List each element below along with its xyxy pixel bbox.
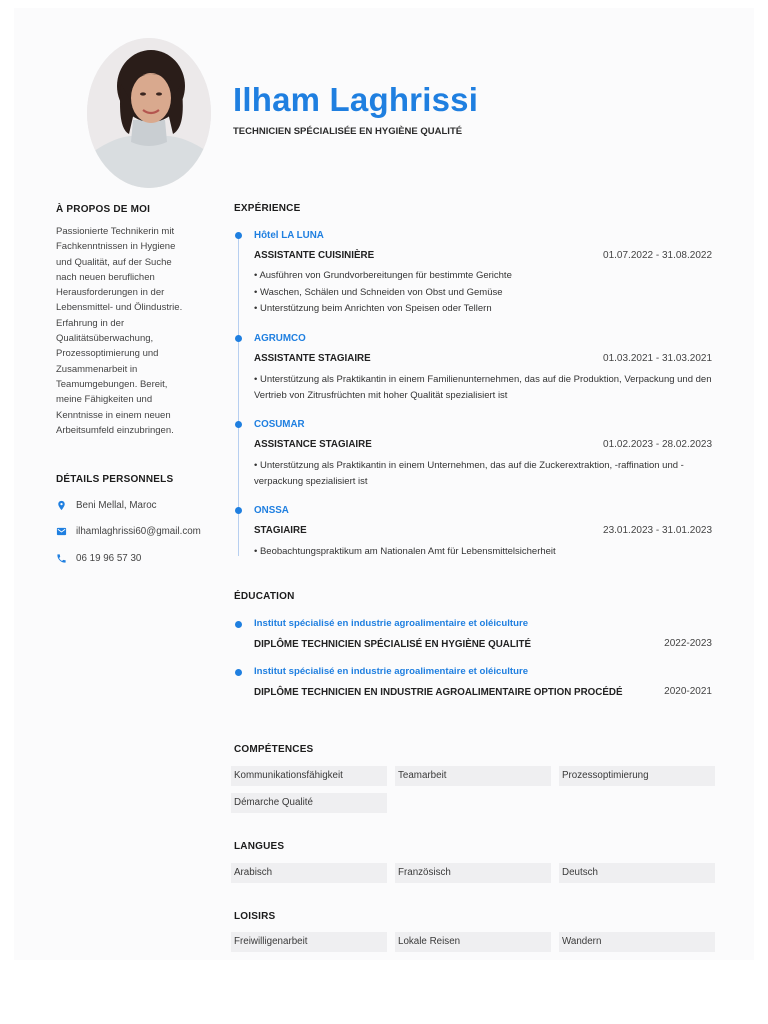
skills-heading: COMPÉTENCES [234, 744, 314, 755]
about-text [56, 224, 226, 438]
hobby-tag: Wandern [559, 932, 715, 952]
about-line: und Qualität, auf der Suche [56, 256, 172, 268]
timeline-dot [235, 621, 242, 628]
phone-text[interactable]: 06 19 96 57 30 [76, 553, 142, 564]
hobby-tag: Lokale Reisen [395, 932, 551, 952]
skill-tag: Teamarbeit [395, 766, 551, 786]
about-line: Qualitätsüberwachung, [56, 333, 154, 345]
timeline-dot [235, 421, 242, 428]
experience-role: ASSISTANCE STAGIAIRE [254, 439, 372, 450]
education-degree: DIPLÔME TECHNICIEN EN INDUSTRIE AGROALIMENTAIRE OPTION PROCÉDÉ [254, 687, 623, 698]
experience-role: STAGIAIRE [254, 525, 307, 536]
education-heading: ÉDUCATION [234, 591, 295, 602]
experience-bullet: • Waschen, Schälen und Schneiden von Obst und Gemüse [254, 287, 503, 298]
about-line: Passionierte Technikerin mit [56, 226, 175, 237]
experience-role: ASSISTANTE STAGIAIRE [254, 353, 371, 364]
language-tag: Französisch [395, 863, 551, 883]
experience-bullet: • Beobachtungspraktikum am Nationalen Amt für Lebensmittelsicherheit [254, 546, 556, 557]
about-line: meine Fähigkeiten und [56, 394, 153, 406]
timeline-dot [235, 335, 242, 342]
phone-detail[interactable] [56, 553, 141, 564]
education-degree: DIPLÔME TECHNICIEN SPÉCIALISÉ EN HYGIÈNE QUALITÉ [254, 639, 532, 650]
experience-company: COSUMAR [254, 419, 305, 430]
languages-heading: LANGUES [234, 841, 285, 852]
about-line: Kenntnisse in einem neuen [56, 409, 171, 421]
about-line: Zusammenarbeit in [56, 363, 138, 375]
phone-icon [56, 553, 67, 564]
about-line: Prozessoptimierung und [56, 348, 159, 360]
language-tag: Arabisch [231, 863, 387, 883]
timeline-dot [235, 669, 242, 676]
email-icon [56, 526, 67, 537]
about-heading: À PROPOS DE MOI [56, 204, 151, 215]
about-line: Erfahrung in der [56, 317, 125, 329]
skill-tag: Kommunikationsfähigkeit [231, 766, 387, 786]
skill-tag: Démarche Qualité [231, 793, 387, 813]
about-line: Lebensmittel- und Ölindustrie. [56, 302, 183, 314]
email-detail[interactable] [56, 526, 201, 537]
about-line: nach neuen beruflichen [56, 271, 155, 283]
experience-bullet: • Unterstützung als Praktikantin in einem Familienunternehmen, das auf die Produktion, Verpackung und den Vertrieb von Zitrusfrüchten mit hoher Qualität spezialisiert ist [254, 374, 712, 401]
location-text: Beni Mellal, Maroc [76, 500, 157, 511]
experience-company: ONSSA [254, 505, 289, 516]
experience-bullet: • Ausführen von Grundvorbereitungen für bestimmte Gerichte [254, 270, 512, 281]
details-heading: DÉTAILS PERSONNELS [56, 474, 174, 485]
experience-company: AGRUMCO [254, 333, 306, 344]
experience-bullet: • Unterstützung beim Anrichten von Speisen oder Tellern [254, 303, 492, 314]
about-line: Fachkenntnissen in Hygiene [56, 241, 176, 253]
about-line: Arbeitsumfeld einzubringen. [56, 424, 174, 436]
location-detail [56, 500, 157, 511]
experience-date: 01.03.2021 - 31.03.2021 [603, 353, 712, 364]
experience-heading: EXPÉRIENCE [234, 203, 301, 214]
timeline-dot [235, 507, 242, 514]
experience-date: 01.02.2023 - 28.02.2023 [603, 439, 712, 450]
education-school: Institut spécialisé en industrie agroalimentaire et oléiculture [254, 666, 529, 677]
experience-company: Hôtel LA LUNA [254, 230, 324, 241]
education-years: 2020-2021 [664, 686, 712, 697]
experience-date: 01.07.2022 - 31.08.2022 [603, 250, 712, 261]
full-name: Ilham Laghrissi [233, 81, 479, 118]
about-line: Herausforderungen in der [56, 287, 165, 299]
email-text[interactable]: ilhamlaghrissi60@gmail.com [76, 526, 201, 537]
skill-tag: Prozessoptimierung [559, 766, 715, 786]
experience-role: ASSISTANTE CUISINIÈRE [254, 250, 375, 261]
experience-date: 23.01.2023 - 31.01.2023 [603, 525, 712, 536]
language-tag: Deutsch [559, 863, 715, 883]
hobby-tag: Freiwilligenarbeit [231, 932, 387, 952]
location-pin-icon [56, 500, 67, 511]
about-line: Teamumgebungen. Bereit, [56, 378, 168, 390]
hobbies-heading: LOISIRS [234, 911, 276, 922]
profile-photo [87, 38, 211, 188]
job-title: TECHNICIEN SPÉCIALISÉE EN HYGIÈNE QUALITÉ [233, 126, 463, 137]
education-years: 2022-2023 [664, 638, 712, 649]
education-school: Institut spécialisé en industrie agroalimentaire et oléiculture [254, 618, 529, 629]
timeline-dot [235, 232, 242, 239]
about-section [56, 204, 226, 438]
experience-bullet: • Unterstützung als Praktikantin in einem Unternehmen, das auf die Zuckerextraktion, -raffination und -verpackung spezialisiert ist [254, 460, 684, 487]
